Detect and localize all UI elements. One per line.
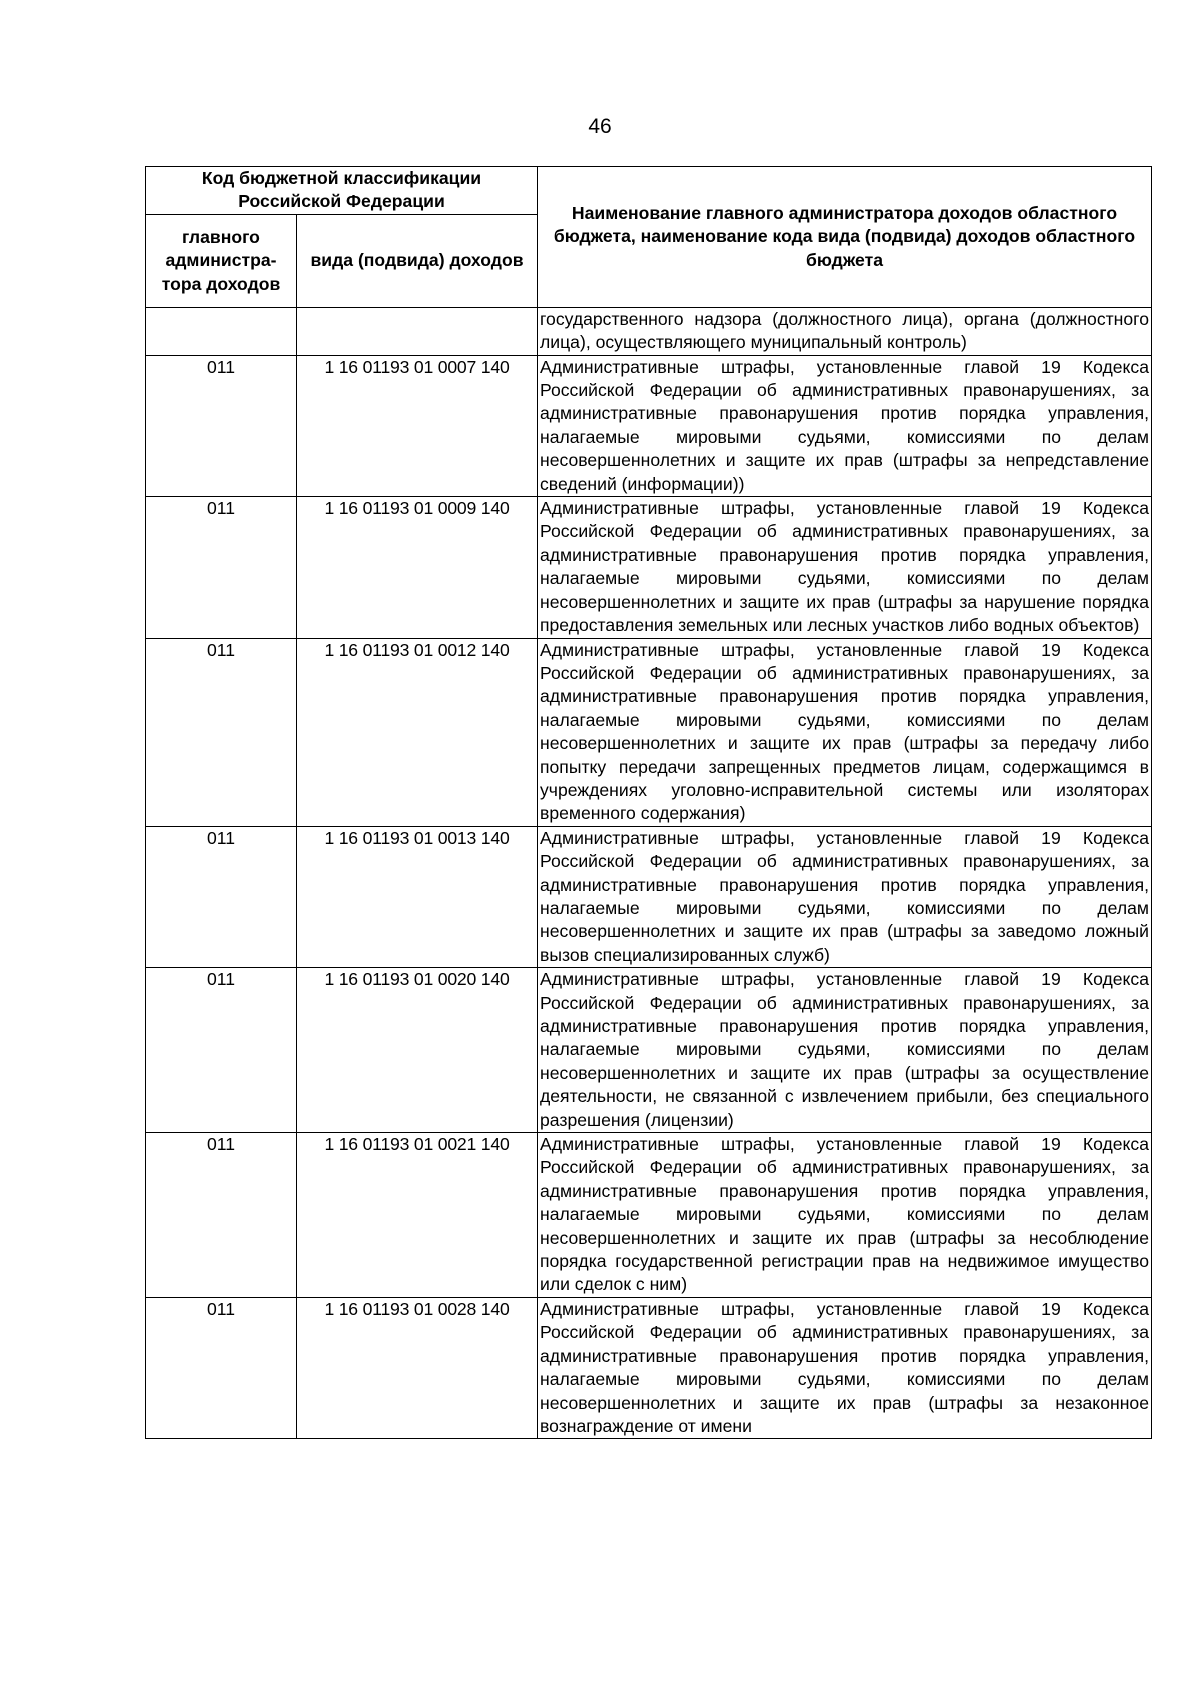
header-name-column: Наименование главного администратора доходов областного бюджета, наименование кода вида (подвида) доходов областного бюджета [538,167,1152,308]
revenue-code-cell: 1 16 01193 01 0007 140 [297,355,538,496]
header-kind-column: вида (подвида) доходов [297,214,538,307]
table-row [146,968,1152,1133]
admin-code-cell: 011 [146,826,297,967]
page-number: 46 [588,115,612,138]
admin-code-cell: 011 [146,497,297,638]
revenue-code-cell [297,307,538,355]
revenue-description-cell: Административные штрафы, установленные главой 19 Кодекса Российской Федерации об административных правонарушениях, за административные правонарушения против порядка управления, налагаемые мировыми судьями, комиссиями по делам несовершеннолетних и защите их прав (штрафы за нарушение порядка предоставления земельных или лесных участков либо водных объектов) [538,497,1152,638]
table-row [146,307,1152,355]
revenue-description-cell: государственного надзора (должностного лица), органа (должностного лица), осуществляющего муниципальный контроль) [538,307,1152,355]
admin-code-cell: 011 [146,1133,297,1298]
header-classification-code: Код бюджетной классификации Российской Федерации [146,167,538,215]
admin-code-cell: 011 [146,1297,297,1438]
admin-code-cell: 011 [146,968,297,1133]
revenue-description-cell: Административные штрафы, установленные главой 19 Кодекса Российской Федерации об административных правонарушениях, за административные правонарушения против порядка управления, налагаемые мировыми судьями, комиссиями по делам несовершеннолетних и защите их прав (штрафы за незаконное вознаграждение от имени [538,1297,1152,1438]
header-admin-column: главного администра-тора доходов [146,214,297,307]
revenue-classification-table [145,166,1152,1439]
revenue-code-cell: 1 16 01193 01 0012 140 [297,638,538,826]
revenue-code-cell: 1 16 01193 01 0020 140 [297,968,538,1133]
revenue-description-cell: Административные штрафы, установленные главой 19 Кодекса Российской Федерации об административных правонарушениях, за административные правонарушения против порядка управления, налагаемые мировыми судьями, комиссиями по делам несовершеннолетних и защите их прав (штрафы за непредставление сведений (информации)) [538,355,1152,496]
revenue-code-cell: 1 16 01193 01 0009 140 [297,497,538,638]
table-row [146,1133,1152,1298]
table-body [146,307,1152,1439]
table-row [146,638,1152,826]
table-header [146,167,1152,308]
table-row [146,1297,1152,1438]
table-row [146,355,1152,496]
revenue-code-cell: 1 16 01193 01 0021 140 [297,1133,538,1298]
revenue-code-cell: 1 16 01193 01 0013 140 [297,826,538,967]
revenue-code-cell: 1 16 01193 01 0028 140 [297,1297,538,1438]
revenue-description-cell: Административные штрафы, установленные главой 19 Кодекса Российской Федерации об административных правонарушениях, за административные правонарушения против порядка управления, налагаемые мировыми судьями, комиссиями по делам несовершеннолетних и защите их прав (штрафы за несоблюдение порядка государственной регистрации прав на недвижимое имущество или сделок с ним) [538,1133,1152,1298]
admin-code-cell [146,307,297,355]
table-row [146,497,1152,638]
revenue-description-cell: Административные штрафы, установленные главой 19 Кодекса Российской Федерации об административных правонарушениях, за административные правонарушения против порядка управления, налагаемые мировыми судьями, комиссиями по делам несовершеннолетних и защите их прав (штрафы за заведомо ложный вызов специализированных служб) [538,826,1152,967]
admin-code-cell: 011 [146,638,297,826]
table-row [146,826,1152,967]
revenue-description-cell: Административные штрафы, установленные главой 19 Кодекса Российской Федерации об административных правонарушениях, за административные правонарушения против порядка управления, налагаемые мировыми судьями, комиссиями по делам несовершеннолетних и защите их прав (штрафы за осуществление деятельности, не связанной с извлечением прибыли, без специального разрешения (лицензии) [538,968,1152,1133]
admin-code-cell: 011 [146,355,297,496]
revenue-description-cell: Административные штрафы, установленные главой 19 Кодекса Российской Федерации об административных правонарушениях, за административные правонарушения против порядка управления, налагаемые мировыми судьями, комиссиями по делам несовершеннолетних и защите их прав (штрафы за передачу либо попытку передачи запрещенных предметов лицам, содержащимся в учреждениях уголовно-исправительной системы или изоляторах временного содержания) [538,638,1152,826]
